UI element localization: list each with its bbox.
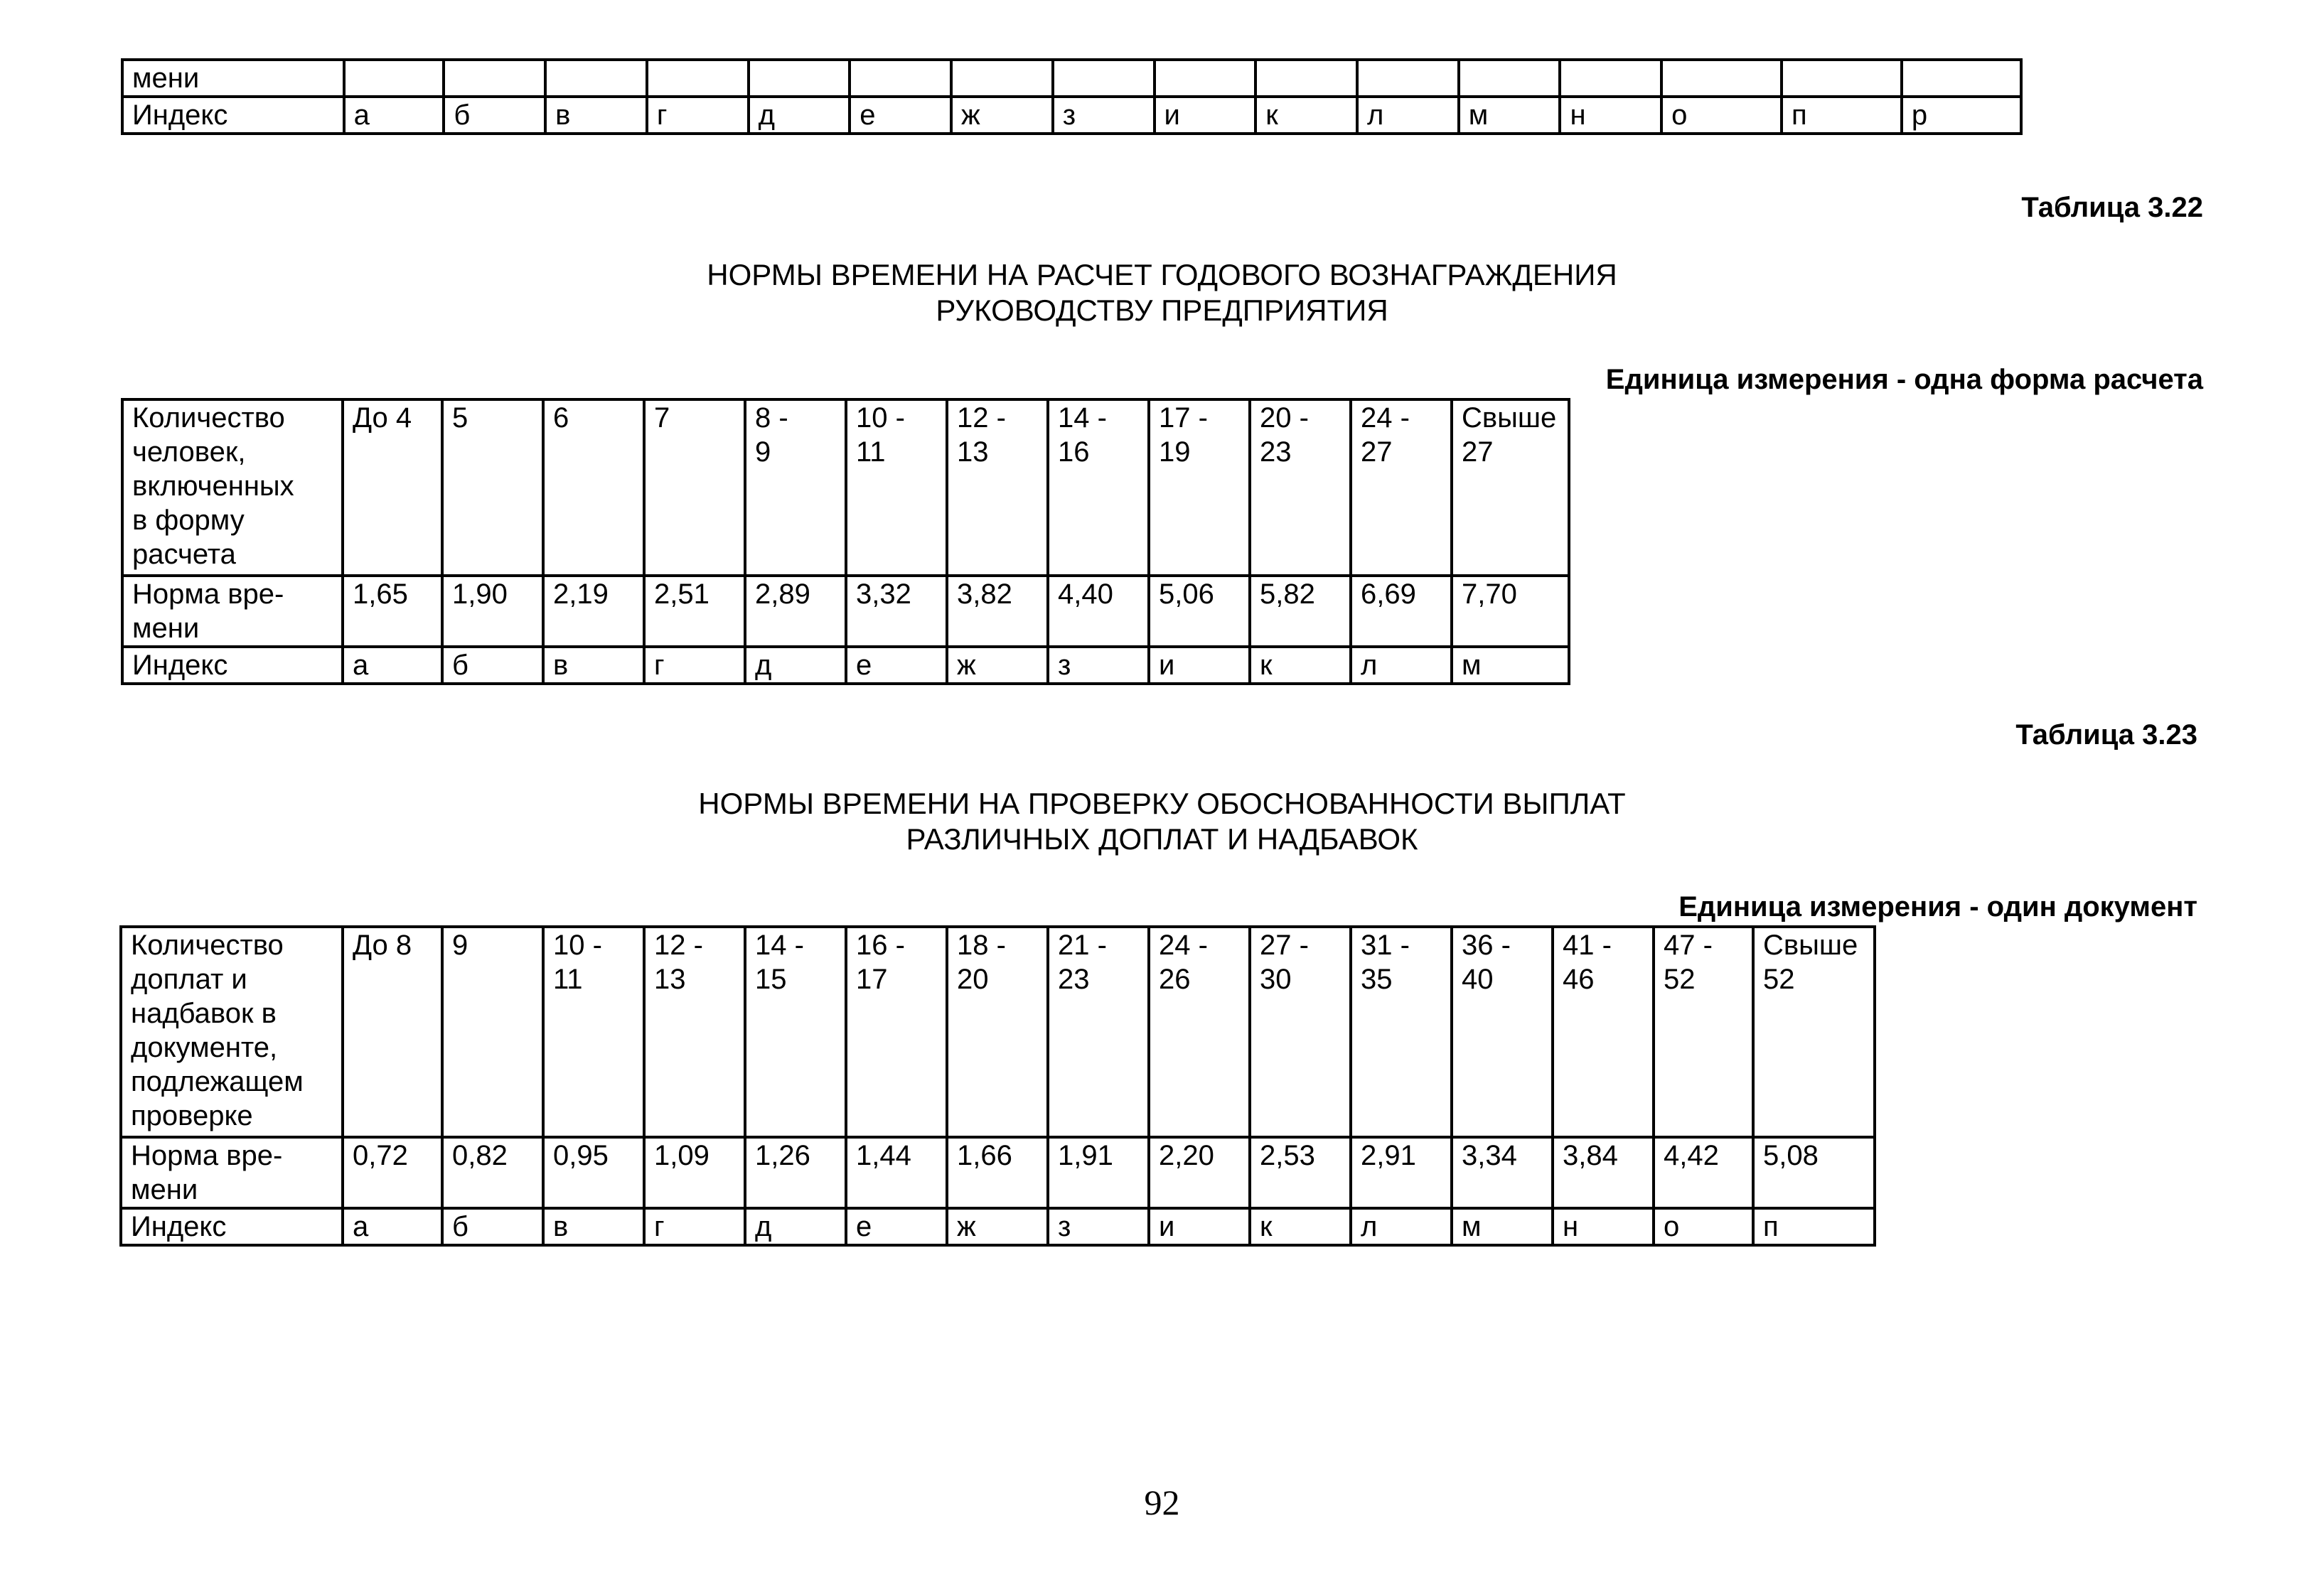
table-cell: 0,95: [543, 1137, 644, 1208]
table-cell: [344, 60, 444, 97]
table-cell: 2,89: [745, 576, 846, 647]
table-cell: л: [1351, 1208, 1452, 1245]
table-cell: к: [1255, 97, 1357, 134]
table-cell: 36 - 40: [1452, 927, 1553, 1137]
table-cell: 24 - 27: [1351, 399, 1452, 576]
table-cell: з: [1048, 1208, 1149, 1245]
table-cell: [1560, 60, 1661, 97]
table-cell: 3,82: [947, 576, 1048, 647]
table-cell: д: [749, 97, 850, 134]
table-cell: 41 - 46: [1553, 927, 1654, 1137]
table-row: [122, 647, 1569, 684]
table-cell: Норма вре- мени: [121, 1137, 343, 1208]
table-cell: и: [1155, 97, 1256, 134]
table-cell: 6,69: [1351, 576, 1452, 647]
table-cell: а: [344, 97, 444, 134]
table-cell: 21 - 23: [1048, 927, 1149, 1137]
table-cell: 24 - 26: [1149, 927, 1250, 1137]
table-cell: 3,32: [846, 576, 947, 647]
table-cell: 2,53: [1250, 1137, 1351, 1208]
table-cell: в: [543, 647, 644, 684]
table-cell: к: [1250, 1208, 1351, 1245]
table-cell: а: [343, 1208, 442, 1245]
table-cell: [1155, 60, 1256, 97]
table-cell: 5,06: [1149, 576, 1250, 647]
page-number: 92: [1144, 1483, 1180, 1522]
table-cell: 2,91: [1351, 1137, 1452, 1208]
table-row: [121, 1208, 1875, 1245]
table-cell: з: [1048, 647, 1149, 684]
table-cell: Индекс: [122, 97, 344, 134]
table-cell: 16 - 17: [846, 927, 947, 1137]
table-cell: 1,90: [442, 576, 543, 647]
table-cell: б: [444, 97, 545, 134]
table-cell: 5,82: [1250, 576, 1351, 647]
table-cell: 1,65: [343, 576, 442, 647]
table-row: [121, 1137, 1875, 1208]
table-cell: е: [846, 647, 947, 684]
table-cell: 12 - 13: [644, 927, 745, 1137]
table-cell: 17 - 19: [1149, 399, 1250, 576]
table-cell: Количество человек, включенных в форму расчета: [122, 399, 343, 576]
table-cell: [1782, 60, 1902, 97]
table-cell: и: [1149, 1208, 1250, 1245]
table-cell: и: [1149, 647, 1250, 684]
table-row: [122, 399, 1569, 576]
table-cell: 20 - 23: [1250, 399, 1351, 576]
table-cell: л: [1351, 647, 1452, 684]
table-cell: 5: [442, 399, 543, 576]
table-cell: 7,70: [1452, 576, 1569, 647]
table-cell: Индекс: [121, 1208, 343, 1245]
table-cell: 4,40: [1048, 576, 1149, 647]
table-cell: н: [1553, 1208, 1654, 1245]
table-cell: мени: [122, 60, 344, 97]
table-cell: в: [543, 1208, 644, 1245]
table-row: [122, 576, 1569, 647]
table-cell: г: [644, 1208, 745, 1245]
table-3-23: [119, 925, 1876, 1247]
table-cell: 5,08: [1753, 1137, 1875, 1208]
table-cell: [1357, 60, 1459, 97]
table-cell: ж: [947, 1208, 1048, 1245]
table-cell: г: [647, 97, 749, 134]
table-cell: 10 - 11: [846, 399, 947, 576]
table-cell: з: [1053, 97, 1155, 134]
table-cell: Количество доплат и надбавок в документе, подлежащем проверке: [121, 927, 343, 1137]
table-cell: 1,91: [1048, 1137, 1149, 1208]
table-cell: 3,34: [1452, 1137, 1553, 1208]
table-cell: е: [846, 1208, 947, 1245]
table-cell: д: [745, 1208, 846, 1245]
table-row: [121, 927, 1875, 1137]
table-cell: [647, 60, 749, 97]
table-cell: 14 - 15: [745, 927, 846, 1137]
table-cell: п: [1753, 1208, 1875, 1245]
table-3-22: [121, 398, 1570, 685]
table-cell: 0,82: [442, 1137, 543, 1208]
table-cell: м: [1459, 97, 1560, 134]
table-cell: 2,19: [543, 576, 644, 647]
table-cell: 1,09: [644, 1137, 745, 1208]
continued-table: [121, 58, 2023, 135]
table-cell: [749, 60, 850, 97]
table-cell: о: [1661, 97, 1782, 134]
table-cell: 31 - 35: [1351, 927, 1452, 1137]
table-cell: [1255, 60, 1357, 97]
table-cell: а: [343, 647, 442, 684]
table-cell: 1,26: [745, 1137, 846, 1208]
table-cell: п: [1782, 97, 1902, 134]
table-label: Таблица 3.23: [2015, 719, 2197, 751]
table-title: НОРМЫ ВРЕМЕНИ НА ПРОВЕРКУ ОБОСНОВАННОСТИ ВЫПЛАТ РАЗЛИЧНЫХ ДОПЛАТ И НАДБАВОК: [698, 787, 1626, 856]
table-cell: [545, 60, 647, 97]
table-cell: 2,20: [1149, 1137, 1250, 1208]
table-cell: 47 - 52: [1654, 927, 1753, 1137]
table-cell: б: [442, 1208, 543, 1245]
table-cell: г: [644, 647, 745, 684]
table-cell: л: [1357, 97, 1459, 134]
table-cell: [850, 60, 951, 97]
table-cell: [951, 60, 1053, 97]
table-cell: Свыше 27: [1452, 399, 1569, 576]
table-cell: 7: [644, 399, 745, 576]
unit-note: Единица измерения - одна форма расчета: [1605, 364, 2203, 395]
table-cell: о: [1654, 1208, 1753, 1245]
table-cell: [1661, 60, 1782, 97]
table-cell: До 8: [343, 927, 442, 1137]
table-cell: Свыше 52: [1753, 927, 1875, 1137]
table-cell: 0,72: [343, 1137, 442, 1208]
table-row: [122, 97, 2021, 134]
table-cell: м: [1452, 1208, 1553, 1245]
table-cell: м: [1452, 647, 1569, 684]
table-cell: [1459, 60, 1560, 97]
table-cell: 3,84: [1553, 1137, 1654, 1208]
table-cell: 9: [442, 927, 543, 1137]
table-cell: Индекс: [122, 647, 343, 684]
table-cell: н: [1560, 97, 1661, 134]
unit-note: Единица измерения - один документ: [1678, 891, 2197, 922]
table-cell: 27 - 30: [1250, 927, 1351, 1137]
table-cell: 8 - 9: [745, 399, 846, 576]
table-cell: ж: [951, 97, 1053, 134]
table-cell: 1,66: [947, 1137, 1048, 1208]
table-cell: е: [850, 97, 951, 134]
table-cell: 2,51: [644, 576, 745, 647]
table-label: Таблица 3.22: [2021, 192, 2203, 223]
table-cell: 1,44: [846, 1137, 947, 1208]
table-cell: 4,42: [1654, 1137, 1753, 1208]
table-cell: 14 - 16: [1048, 399, 1149, 576]
table-cell: 10 - 11: [543, 927, 644, 1137]
table-cell: р: [1902, 97, 2021, 134]
table-cell: [444, 60, 545, 97]
table-cell: в: [545, 97, 647, 134]
table-cell: 12 - 13: [947, 399, 1048, 576]
table-cell: [1902, 60, 2021, 97]
table-cell: 6: [543, 399, 644, 576]
table-cell: б: [442, 647, 543, 684]
table-cell: Норма вре- мени: [122, 576, 343, 647]
table-row: [122, 60, 2021, 97]
table-title: НОРМЫ ВРЕМЕНИ НА РАСЧЕТ ГОДОВОГО ВОЗНАГРАЖДЕНИЯ РУКОВОДСТВУ ПРЕДПРИЯТИЯ: [707, 258, 1617, 327]
table-cell: 18 - 20: [947, 927, 1048, 1137]
table-cell: До 4: [343, 399, 442, 576]
table-cell: ж: [947, 647, 1048, 684]
table-cell: [1053, 60, 1155, 97]
table-cell: к: [1250, 647, 1351, 684]
table-cell: д: [745, 647, 846, 684]
